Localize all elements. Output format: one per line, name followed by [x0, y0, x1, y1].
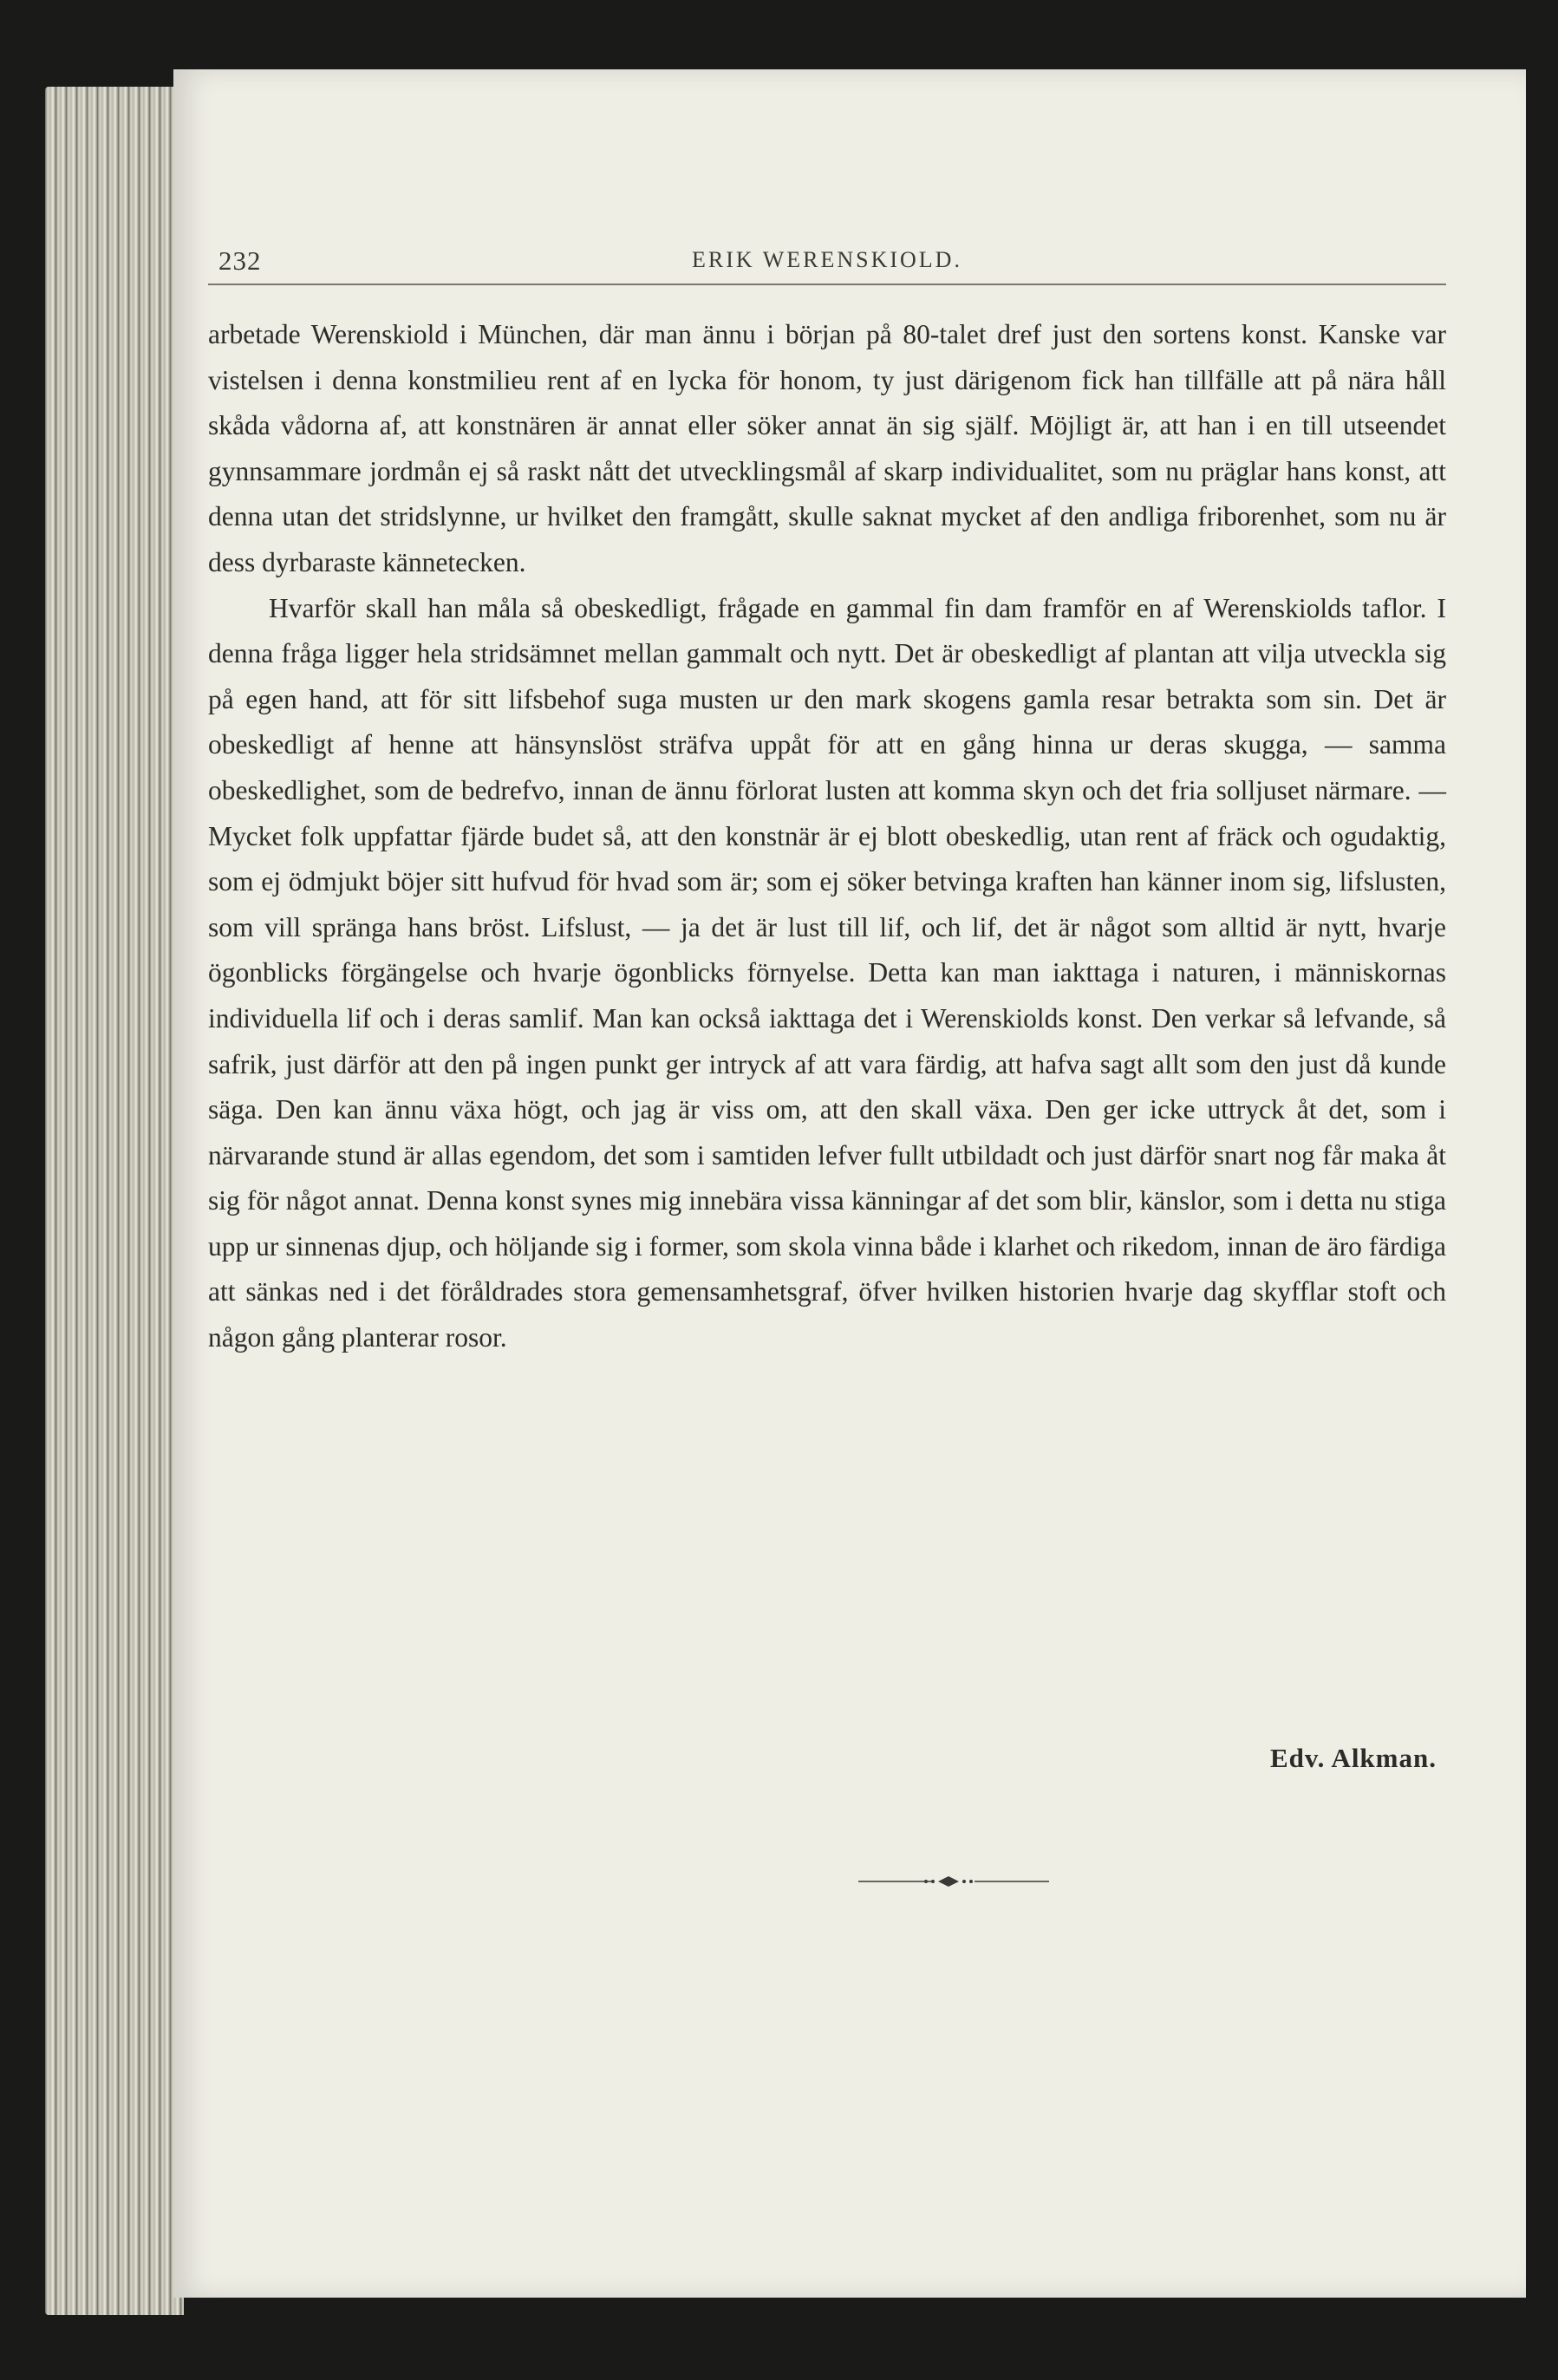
running-title: ERIK WERENSKIOLD. [692, 247, 962, 272]
article-body [208, 312, 1446, 1361]
paragraph-2: Hvarför skall han måla så obeskedligt, frågade en gammal fin dam framför en af Werenskiolds taflor. I denna fråga ligger hela stridsämnet mellan gammalt och nytt. Det är obeskedligt af plantan att vilja utveckla sig på egen hand, att för sitt lifsbehof suga musten ur den mark skogens gamla resar betrakta som sin. Det är obeskedligt af henne att hänsynslöst sträfva uppåt för att en gång hinna ur deras skugga, — samma obeskedlighet, som de bedrefvo, innan de ännu förlorat lusten att komma skyn och det fria solljuset närmare. — Mycket folk uppfattar fjärde budet så, att den konstnär är ej blott obeskedlig, utan rent af fräck och ogudaktig, som ej ödmjukt böjer sitt hufvud för hvad som är; som ej söker betvinga kraften han känner inom sig, lifslusten, som vill spränga hans bröst. Lifslust, — ja det är lust till lif, och lif, det är något som alltid är nytt, hvarje ögonblicks förgängelse och hvarje ögonblicks förnyelse. Detta kan man iakttaga i naturen, i människornas individuella lif och i deras samlif. Man kan också iakttaga det i Werenskiolds konst. Den verkar så lefvande, så safrik, just därför att den på ingen punkt ger intryck af att vara färdig, att hafva sagt allt som den just då kunde säga. Den kan ännu växa högt, och jag är viss om, att den skall växa. Den ger icke uttryck åt det, som i närvarande stund är allas egendom, det som i samtiden lefver fullt utbildadt och just därför snart nog får maka åt sig för något annat. Denna konst synes mig innebära vissa känningar af det som blir, känslor, som i detta nu stiga upp ur sinnenas djup, och höljande sig i former, som skola vinna både i klarhet och rikedom, innan de äro färdiga att sänkas ned i det föråldrades stora gemensamhetsgraf, öfver hvilken historien hvarje dag skyfflar stoft och någon gång planterar rosor. [208, 592, 1446, 1353]
paragraph-1: arbetade Werenskiold i München, där man ännu i början på 80-talet dref just den sortens konst. Kanske var vistelsen i denna konstmilieu rent af en lycka för honom, ty just därigenom fick han tillfälle att på nära håll skåda vådorna af, att konstnären är annat eller söker annat än sig själf. Möjligt är, att han i en till utseendet gynnsammare jordmån ej så raskt nått det utvecklingsmål af skarp individualitet, som nu präglar hans konst, att denna utan det stridslynne, ur hvilket den framgått, skulle saknat mycket af den andliga friborenhet, som nu är dess dyrbaraste kännetecken. [208, 319, 1446, 577]
ornament-divider [858, 1871, 1049, 1892]
book-page-edges [45, 87, 184, 2315]
page-number: 232 [218, 245, 262, 276]
author-signature: Edv. Alkman. [1269, 1743, 1437, 1773]
page-header [208, 169, 1446, 285]
